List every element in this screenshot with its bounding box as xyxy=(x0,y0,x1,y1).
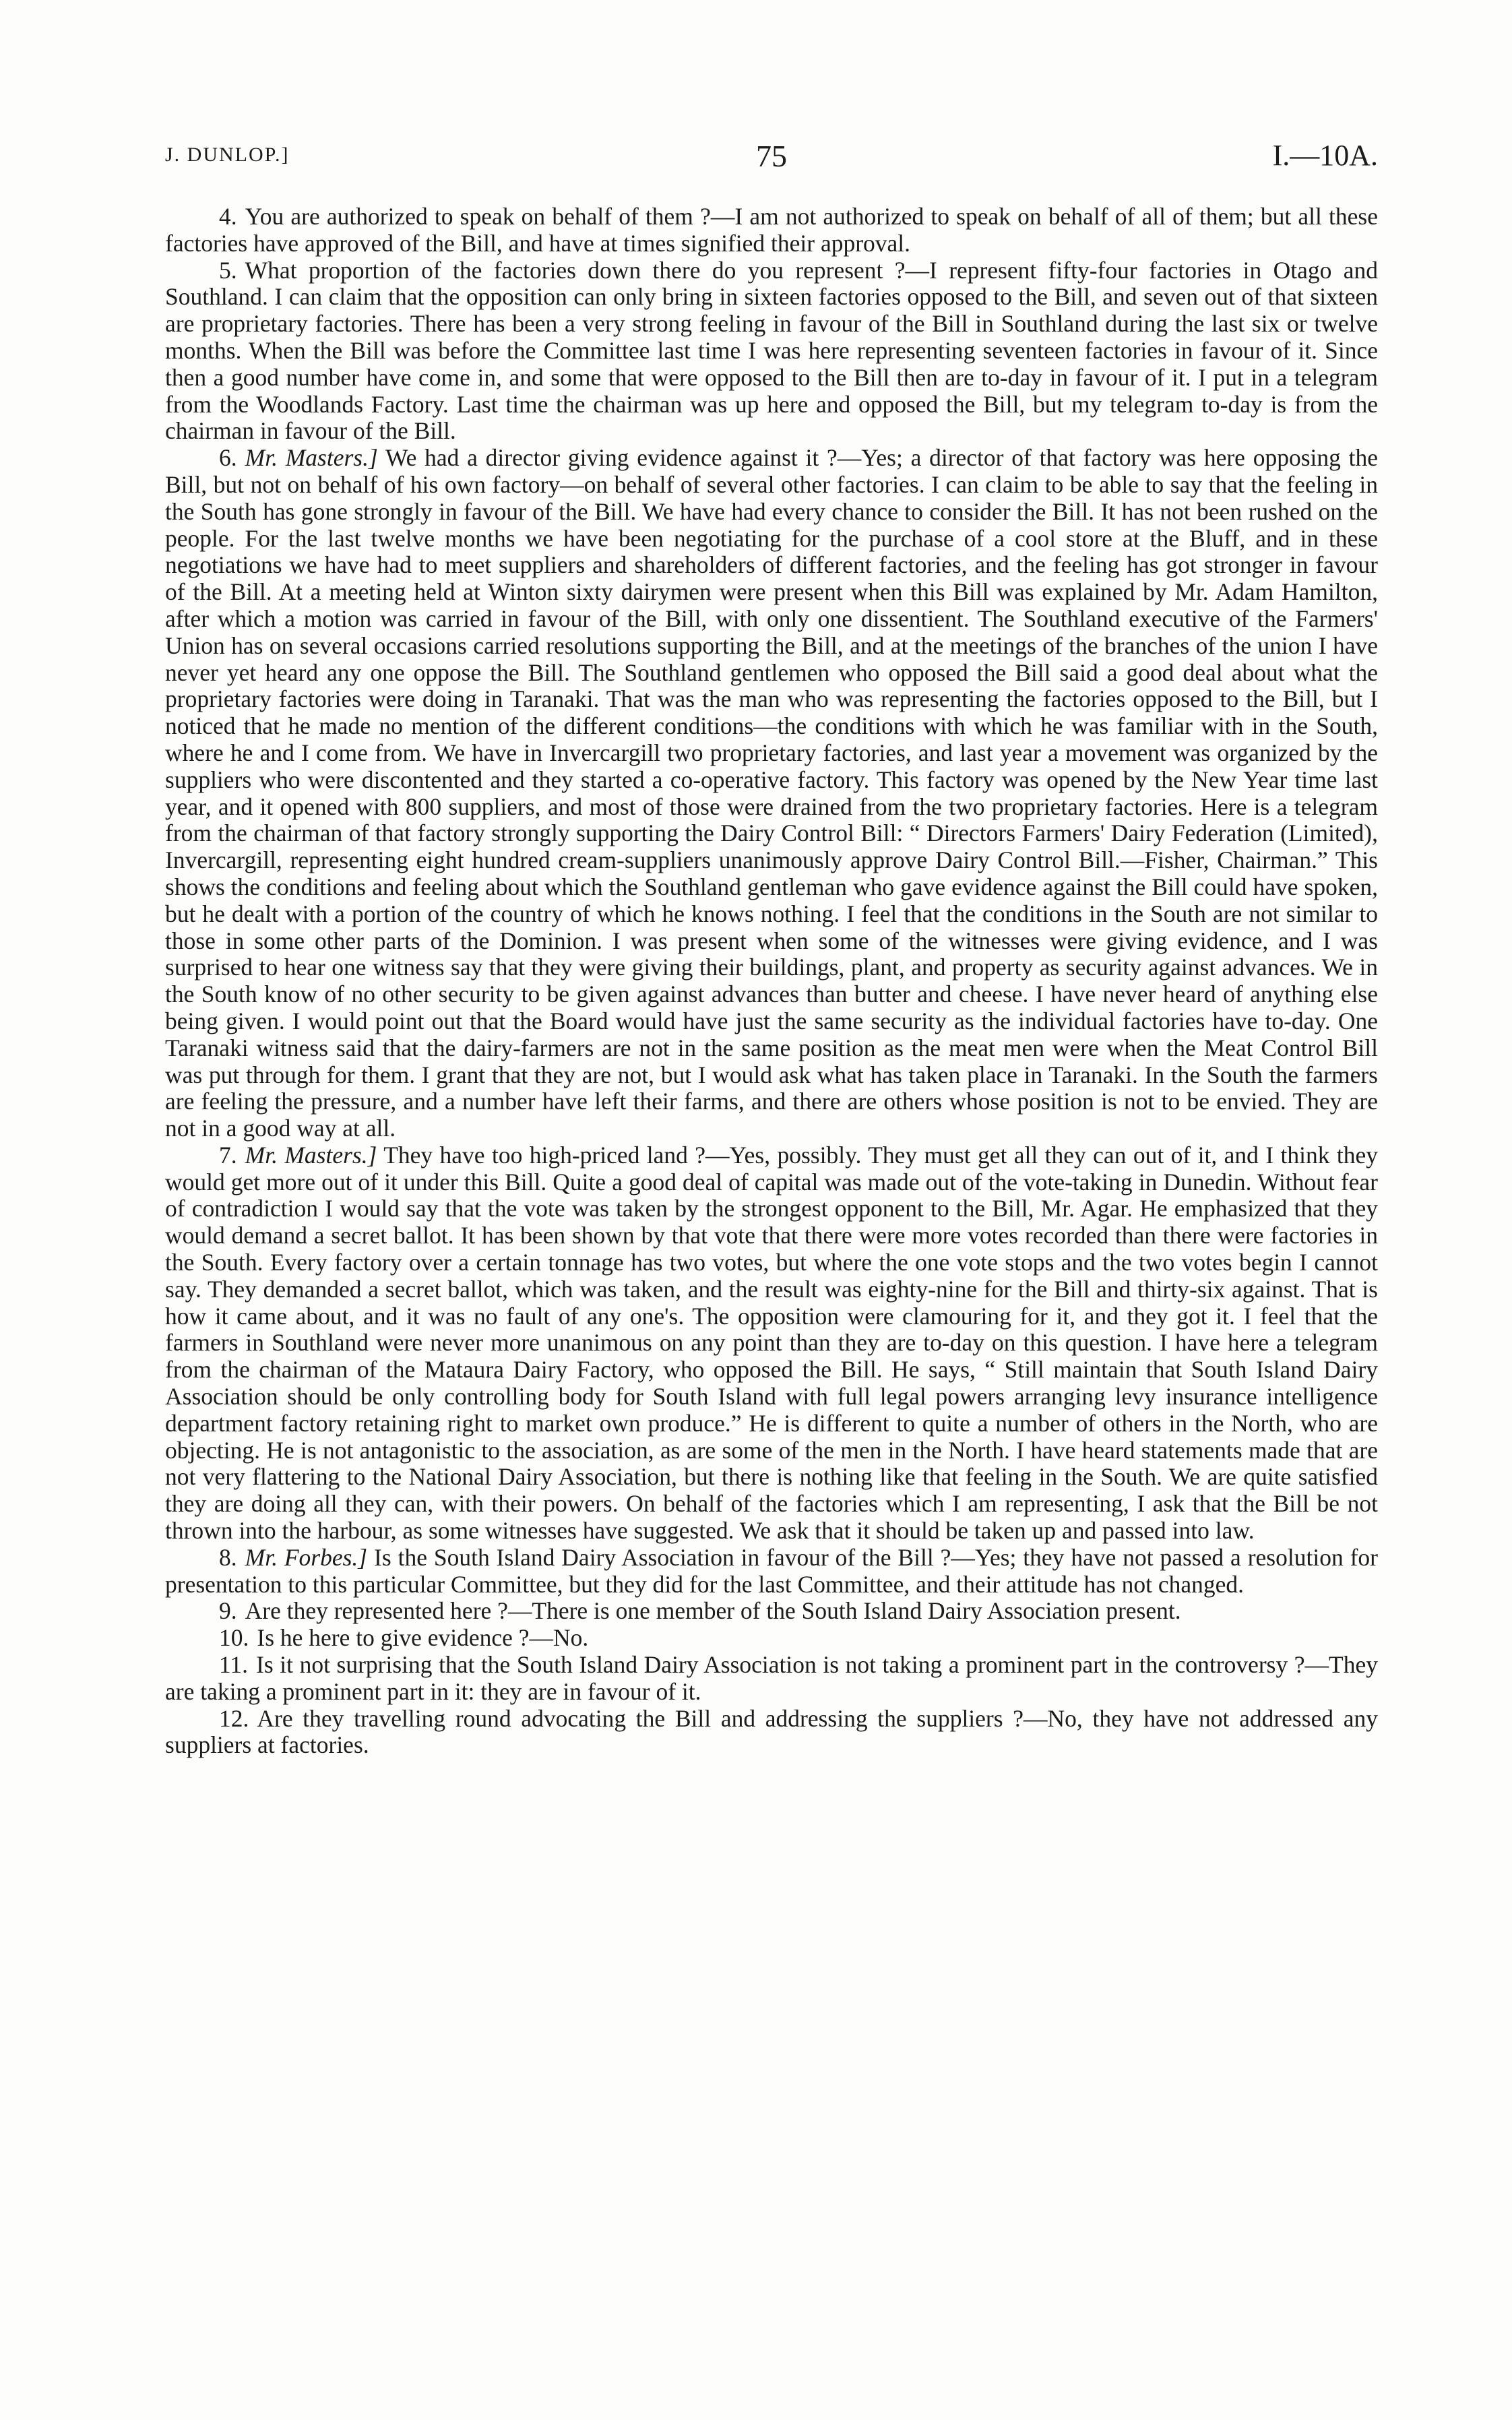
speaker-name: Mr. Forbes.] xyxy=(245,1543,368,1571)
question-text: Is he here to give evidence ?—No. xyxy=(257,1624,589,1652)
speaker-name: Mr. Masters.] xyxy=(245,444,378,472)
question-paragraph xyxy=(165,445,1378,1142)
question-text: Is it not surprising that the South Island Dairy Association is not taking a prominent part in the controversy ?—They are taking a prominent part in it: they are in favour of it. xyxy=(165,1651,1378,1705)
document-reference: I.—10A. xyxy=(1272,139,1378,172)
question-paragraph xyxy=(165,1142,1378,1545)
question-number: 12. xyxy=(219,1704,249,1732)
question-number: 8. xyxy=(219,1543,237,1571)
question-number: 9. xyxy=(219,1597,237,1625)
question-paragraph xyxy=(165,1652,1378,1706)
question-paragraph xyxy=(165,1545,1378,1599)
question-paragraph xyxy=(165,1706,1378,1760)
question-number: 7. xyxy=(219,1141,237,1169)
speaker-name: Mr. Masters.] xyxy=(245,1141,377,1169)
question-text: Are they travelling round advocating the Bill and addressing the suppliers ?—No, they have not addressed any suppliers at factories. xyxy=(165,1704,1378,1759)
page-number: 75 xyxy=(756,139,787,173)
evidence-body xyxy=(165,204,1378,1759)
question-text: Are they represented here ?—There is one member of the South Island Dairy Association present. xyxy=(245,1597,1181,1625)
question-text: You are authorized to speak on behalf of them ?—I am not authorized to speak on behalf of all of them; but all these factories have approved of the Bill, and have at times signified their approval. xyxy=(165,203,1378,257)
question-number: 11. xyxy=(219,1651,249,1679)
question-paragraph xyxy=(165,1598,1378,1625)
question-paragraph xyxy=(165,1625,1378,1652)
question-text: Is the South Island Dairy Association in favour of the Bill ?—Yes; they have not passed a resolution for presentation to this particular Committee, but they did for the last Committee, and their attitude has not changed. xyxy=(165,1543,1379,1598)
question-paragraph xyxy=(165,204,1378,257)
question-number: 5. xyxy=(219,256,237,284)
header-witness-name: J. DUNLOP.] xyxy=(165,144,290,166)
question-number: 10. xyxy=(219,1624,249,1652)
question-text: We had a director giving evidence against it ?—Yes; a director of that factory was here opposing the Bill, but not on behalf of his own factory—on behalf of several other factories. I can claim to be able to say that the feeling in the South has gone strongly in favour of the Bill. We have had every chance to consider the Bill. It has not been rushed on the people. For the last twelve months we have been negotiating for the purchase of a cool store at the Bluff, and in these negotiations we have had to meet suppliers and shareholders of different factories, and the feeling has got stronger in favour of the Bill. At a meeting held at Winton sixty dairymen were present when this Bill was explained by Mr. Adam Hamilton, after which a motion was carried in favour of the Bill, with only one dissentient. The Southland executive of the Farmers' Union has on several occasions carried resolutions supporting the Bill, and at the meetings of the branches of the union I have never yet heard any one oppose the Bill. The Southland gentlemen who opposed the Bill said a good deal about what the proprietary factories were doing in Taranaki. That was the man who was representing the factories opposed to the Bill, but I noticed that he made no mention of the different conditions—the conditions with which he was familiar with in the South, where he and I come from. We have in Invercargill two proprietary factories, and last year a movement was organized by the suppliers who were discontented and they started a co-operative factory. This factory was opened by the New Year time last year, and it opened with 800 suppliers, and most of those were drained from the two proprietary factories. Here is a telegram from the chairman of that factory strongly supporting the Dairy Control Bill: “ Directors Farmers' Dairy Federation (Limited), Invercargill, representing eight hundred cream-suppliers unanimously approve Dairy Control Bill.—Fisher, Chairman.” This shows the conditions and feeling about which the Southland gentleman who gave evidence against the Bill could have spoken, but he dealt with a portion of the country of which he knows nothing. I feel that the conditions in the South are not similar to those in some other parts of the Dominion. I was present when some of the witnesses were giving evidence, and I was surprised to hear one witness say that they were giving their buildings, plant, and property as security against advances. We in the South know of no other security to be given against advances than butter and cheese. I have never heard of anything else being given. I would point out that the Board would have just the same security as the individual factories have to-day. One Taranaki witness said that the dairy-farmers are not in the same position as the meat men were when the Meat Control Bill was put through for them. I grant that they are not, but I would ask what has taken place in Taranaki. In the South the farmers are feeling the pressure, and a number have left their farms, and there are others whose position is not to be envied. They are not in a good way at all. xyxy=(165,444,1379,1142)
question-paragraph xyxy=(165,257,1378,445)
page-header xyxy=(165,138,1378,179)
question-text: What proportion of the factories down there do you represent ?—I represent fifty-four factories in Otago and Southland. I can claim that the opposition can only bring in sixteen factories opposed to the Bill, and seven out of that sixteen are proprietary factories. There has been a very strong feeling in favour of the Bill in Southland during the last six or twelve months. When the Bill was before the Committee last time I was here representing seventeen factories in favour of it. Since then a good number have come in, and some that were opposed to the Bill then are to-day in favour of it. I put in a telegram from the Woodlands Factory. Last time the chairman was up here and opposed the Bill, but my telegram to-day is from the chairman in favour of the Bill. xyxy=(165,256,1378,445)
question-number: 6. xyxy=(219,444,237,472)
question-number: 4. xyxy=(219,203,237,230)
question-text: They have too high-priced land ?—Yes, possibly. They must get all they can out of it, and I think they would get more out of it under this Bill. Quite a good deal of capital was made out of the vote-taking in Dunedin. Without fear of contradiction I would say that the vote was taken by the strongest opponent to the Bill, Mr. Agar. He emphasized that they would demand a secret ballot. It has been shown by that vote that there were more votes recorded than there were factories in the South. Every factory over a certain tonnage has two votes, but where the one vote stops and the two votes begin I cannot say. They demanded a secret ballot, which was taken, and the result was eighty-nine for the Bill and thirty-six against. That is how it came about, and it was no fault of any one's. The opposition were clamouring for it, and they got it. I feel that the farmers in Southland were never more unanimous on any point than they are to-day on this question. I have here a telegram from the chairman of the Mataura Dairy Factory, who opposed the Bill. He says, “ Still maintain that South Island Dairy Association should be only controlling body for South Island with full legal powers arranging levy insurance intelligence department factory retaining right to market own produce.” He is different to quite a number of others in the North, who are objecting. He is not antagonistic to the association, as are some of the men in the North. I have heard statements made that are not very flattering to the National Dairy Association, but there is nothing like that feeling in the South. We are quite satisfied they are doing all they can, with their powers. On behalf of the factories which I am representing, I ask that the Bill be not thrown into the harbour, as some witnesses have suggested. We ask that it should be taken up and passed into law. xyxy=(165,1141,1378,1545)
